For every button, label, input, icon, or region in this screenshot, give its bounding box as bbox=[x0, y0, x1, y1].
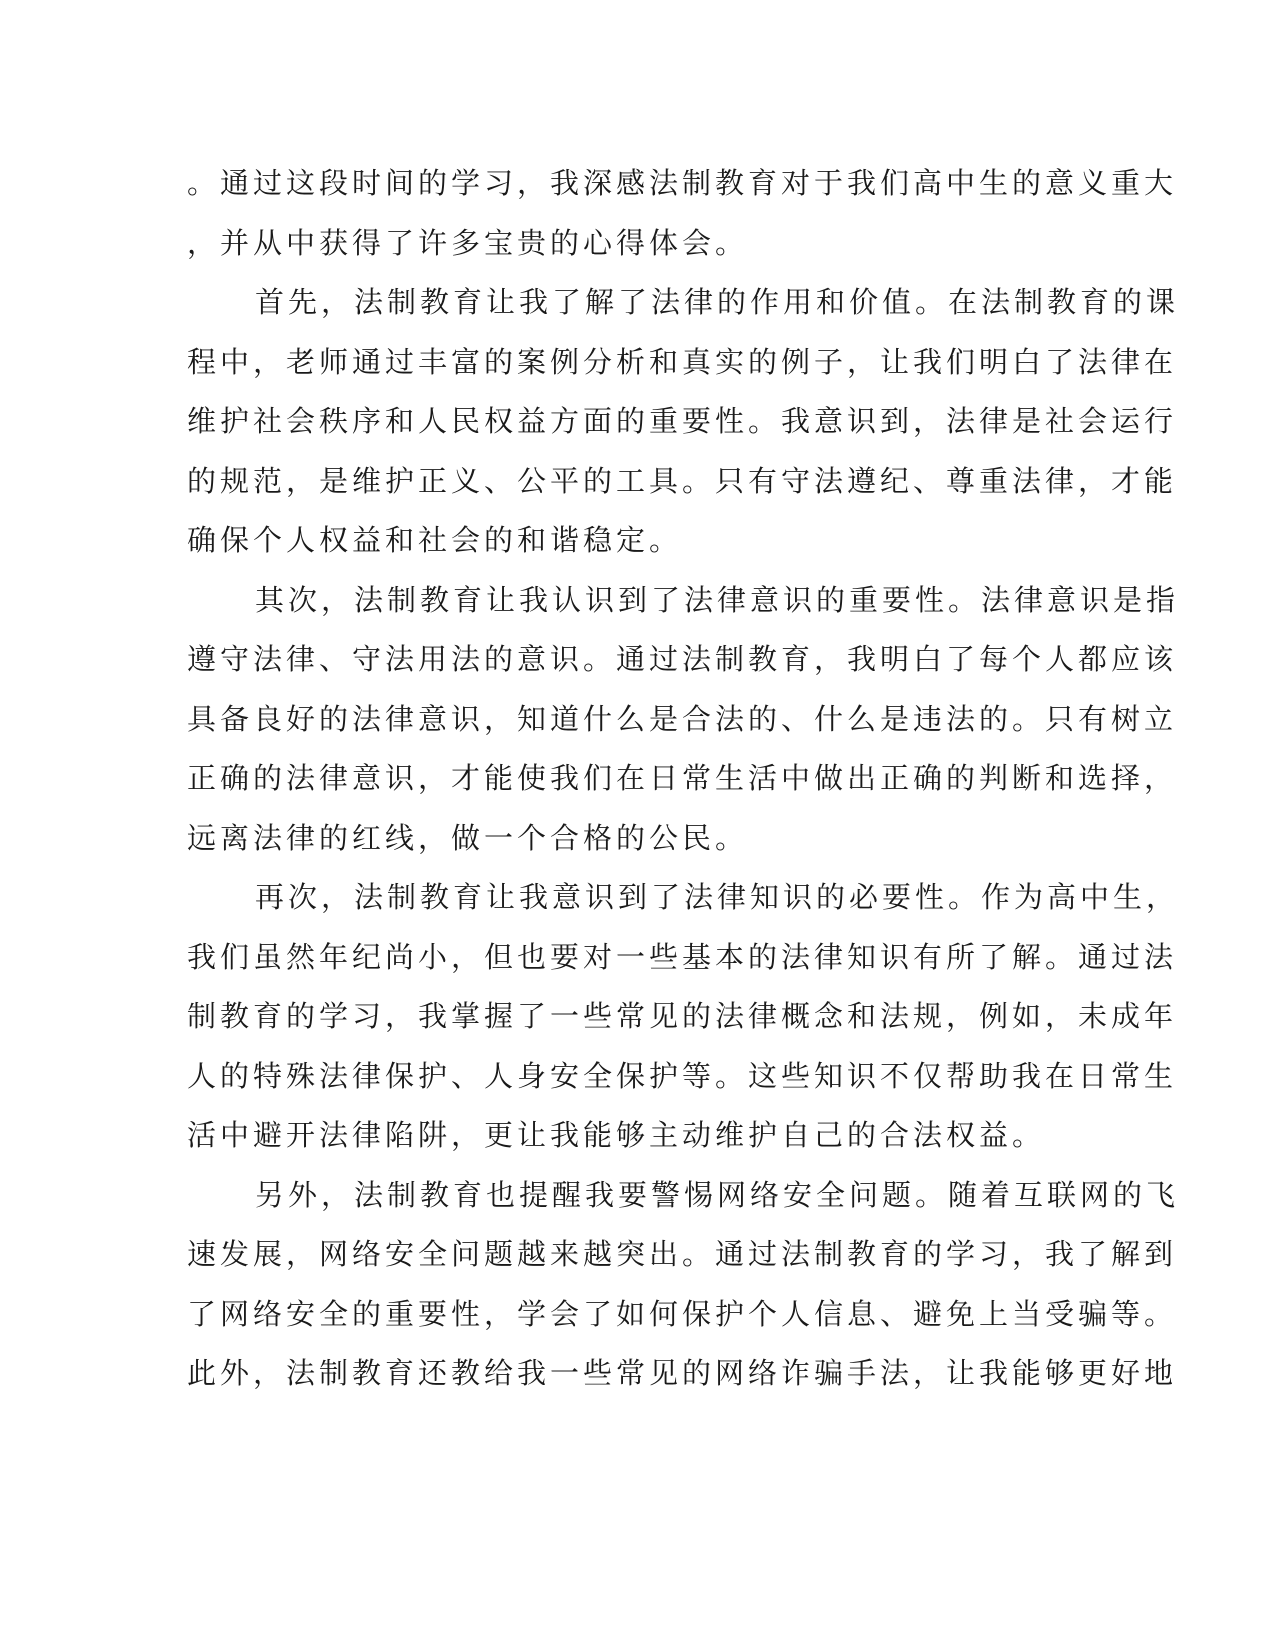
text-line: ，并从中获得了许多宝贵的心得体会。 bbox=[187, 225, 749, 260]
text-line: 具备良好的法律意识，知道什么是合法的、什么是违法的。只有树立 bbox=[187, 701, 1178, 736]
text-line: 正确的法律意识，才能使我们在日常生活中做出正确的判断和选择， bbox=[187, 761, 1178, 795]
text-line: 我们虽然年纪尚小，但也要对一些基本的法律知识有所了解。通过法 bbox=[187, 939, 1178, 974]
text-line: 此外，法制教育还教给我一些常见的网络诈骗手法，让我能够更好地 bbox=[187, 1356, 1178, 1390]
text-line: 。通过这段时间的学习，我深感法制教育对于我们高中生的意义重大 bbox=[187, 166, 1178, 200]
paragraph-first-line: 首先，法制教育让我了解了法律的作用和价值。在法制教育的课 bbox=[255, 285, 1180, 319]
text-line: 速发展，网络安全问题越来越突出。通过法制教育的学习，我了解到 bbox=[187, 1237, 1178, 1271]
paragraph-first-line: 再次，法制教育让我意识到了法律知识的必要性。作为高中生， bbox=[255, 880, 1180, 914]
text-line: 人的特殊法律保护、人身安全保护等。这些知识不仅帮助我在日常生 bbox=[187, 1058, 1178, 1093]
text-line: 遵守法律、守法用法的意识。通过法制教育，我明白了每个人都应该 bbox=[187, 642, 1178, 676]
text-line: 维护社会秩序和人民权益方面的重要性。我意识到，法律是社会运行 bbox=[187, 404, 1178, 438]
paragraph-first-line: 其次，法制教育让我认识到了法律意识的重要性。法律意识是指 bbox=[255, 582, 1180, 617]
text-line: 了网络安全的重要性，学会了如何保护个人信息、避免上当受骗等。 bbox=[187, 1296, 1178, 1331]
text-line: 确保个人权益和社会的和谐稳定。 bbox=[187, 523, 683, 557]
text-line: 的规范，是维护正义、公平的工具。只有守法遵纪、尊重法律，才能 bbox=[187, 463, 1178, 498]
text-line: 程中，老师通过丰富的案例分析和真实的例子，让我们明白了法律在 bbox=[187, 344, 1178, 379]
text-line: 制教育的学习，我掌握了一些常见的法律概念和法规，例如，未成年 bbox=[187, 999, 1178, 1033]
paragraph-first-line: 另外，法制教育也提醒我要警惕网络安全问题。随着互联网的飞 bbox=[255, 1177, 1180, 1212]
text-line: 远离法律的红线，做一个合格的公民。 bbox=[187, 820, 749, 855]
body-text bbox=[187, 154, 1180, 1404]
text-line: 活中避开法律陷阱，更让我能够主动维护自己的合法权益。 bbox=[187, 1118, 1046, 1152]
